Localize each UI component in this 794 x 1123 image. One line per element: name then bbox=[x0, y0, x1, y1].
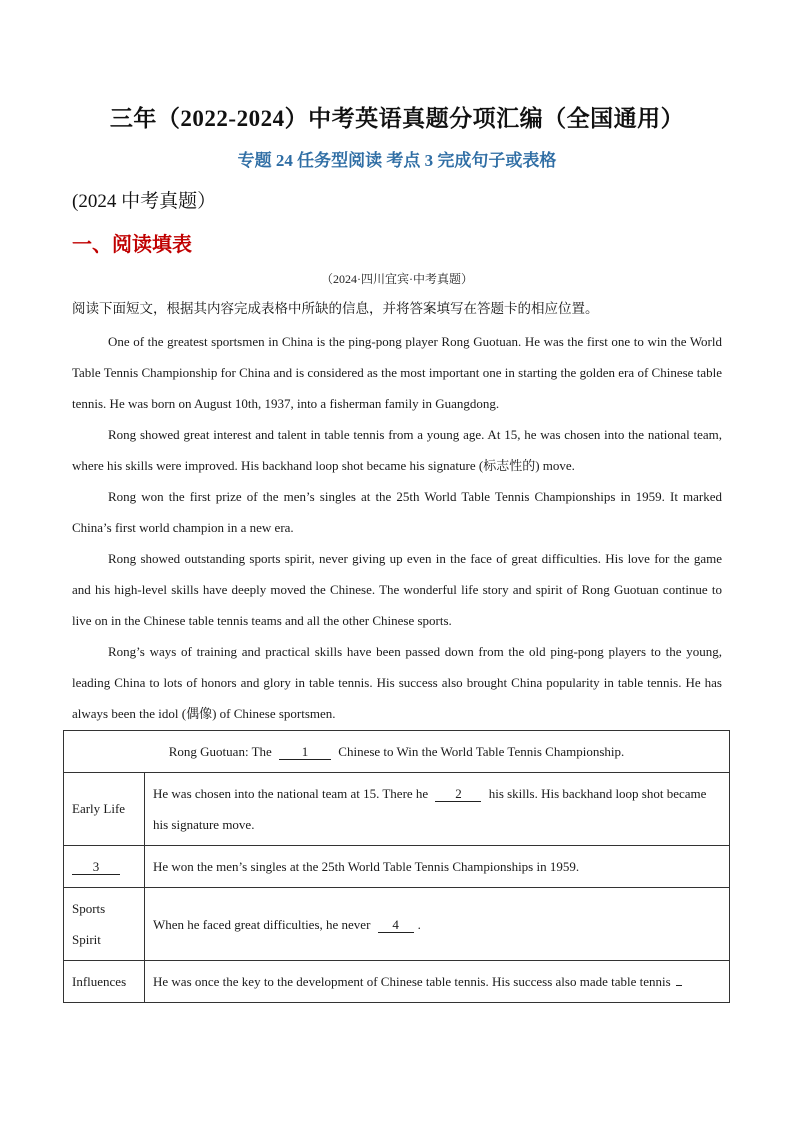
row-text-pre: He was chosen into the national team at 15. There he bbox=[153, 786, 429, 801]
instruction-text: 阅读下面短文，根据其内容完成表格中所缺的信息，并将答案填写在答题卡的相应位置。 bbox=[72, 301, 599, 316]
row-text: He was once the key to the development of Chinese table tennis. His success also made table tennis bbox=[153, 974, 671, 989]
section-heading: 一、阅读填表 bbox=[72, 234, 192, 256]
answer-blank-3[interactable]: 3 bbox=[72, 860, 120, 875]
table-row bbox=[64, 888, 730, 961]
row-label: Influences bbox=[64, 961, 145, 1003]
table-title-row bbox=[64, 731, 730, 773]
row-content: He won the men’s singles at the 25th World Table Tennis Championships in 1959. bbox=[145, 846, 730, 888]
page-title: 三年（2022-2024）中考英语真题分项汇编（全国通用） bbox=[109, 106, 685, 131]
row-content bbox=[145, 961, 730, 1003]
passage-paragraph: One of the greatest sportsmen in China is the ping-pong player Rong Guotuan. He was the first one to win the World Table Tennis Championship for China and is considered as the most important one in starting the golden era of Chinese table tennis. He was born on August 10th, 1937, into a fisherman family in Guangdong. bbox=[72, 334, 722, 411]
row-text-post: . bbox=[417, 916, 421, 932]
table-title-post: Chinese to Win the World Table Tennis Championship. bbox=[338, 743, 625, 759]
table-title-cell bbox=[64, 731, 730, 773]
passage-paragraph: Rong’s ways of training and practical skills have been passed down from the old ping-pong players to the young, leading China to lots of honors and glory in table tennis. His success also brought China popularity in table tennis. He has always been the idol (偶像) of Chinese sportsmen. bbox=[72, 644, 722, 721]
answer-blank-4[interactable]: 4 bbox=[378, 918, 414, 933]
row-label-cell bbox=[64, 846, 145, 888]
row-label: Sports Spirit bbox=[64, 888, 145, 961]
row-text-post: his skills. His backhand loop shot became his signature move. bbox=[153, 786, 707, 832]
row-content bbox=[145, 773, 730, 846]
row-label: Early Life bbox=[64, 773, 145, 846]
reading-passage bbox=[72, 326, 722, 729]
row-content bbox=[145, 888, 730, 961]
answer-blank-2[interactable]: 2 bbox=[435, 787, 481, 802]
passage-paragraph: Rong showed great interest and talent in table tennis from a young age. At 15, he was chosen into the national team, where his skills were improved. His backhand loop shot became his signature (标志性的) move. bbox=[72, 427, 722, 473]
answer-blank-1[interactable]: 1 bbox=[279, 745, 331, 760]
answer-blank-5[interactable] bbox=[676, 985, 682, 986]
year-label: (2024 中考真题） bbox=[72, 191, 217, 212]
topic-subtitle: 专题 24 任务型阅读 考点 3 完成句子或表格 bbox=[237, 151, 557, 170]
row-text-pre: When he faced great difficulties, he never bbox=[153, 916, 371, 932]
table-row bbox=[64, 961, 730, 1003]
passage-paragraph: Rong showed outstanding sports spirit, never giving up even in the face of great difficulties. His love for the game and his high-level skills have deeply moved the Chinese. The wonderful life story and spirit of Rong Guotuan continue to live on in the Chinese table tennis teams and all the other Chinese sports. bbox=[72, 551, 722, 628]
question-source: （2024·四川宜宾·中考真题） bbox=[321, 272, 473, 286]
table-row bbox=[64, 846, 730, 888]
table-title-pre: Rong Guotuan: The bbox=[168, 743, 272, 759]
passage-paragraph: Rong won the first prize of the men’s singles at the 25th World Table Tennis Championships in 1959. It marked China’s first world champion in a new era. bbox=[72, 489, 722, 535]
table-row bbox=[64, 773, 730, 846]
information-table bbox=[63, 730, 730, 1003]
